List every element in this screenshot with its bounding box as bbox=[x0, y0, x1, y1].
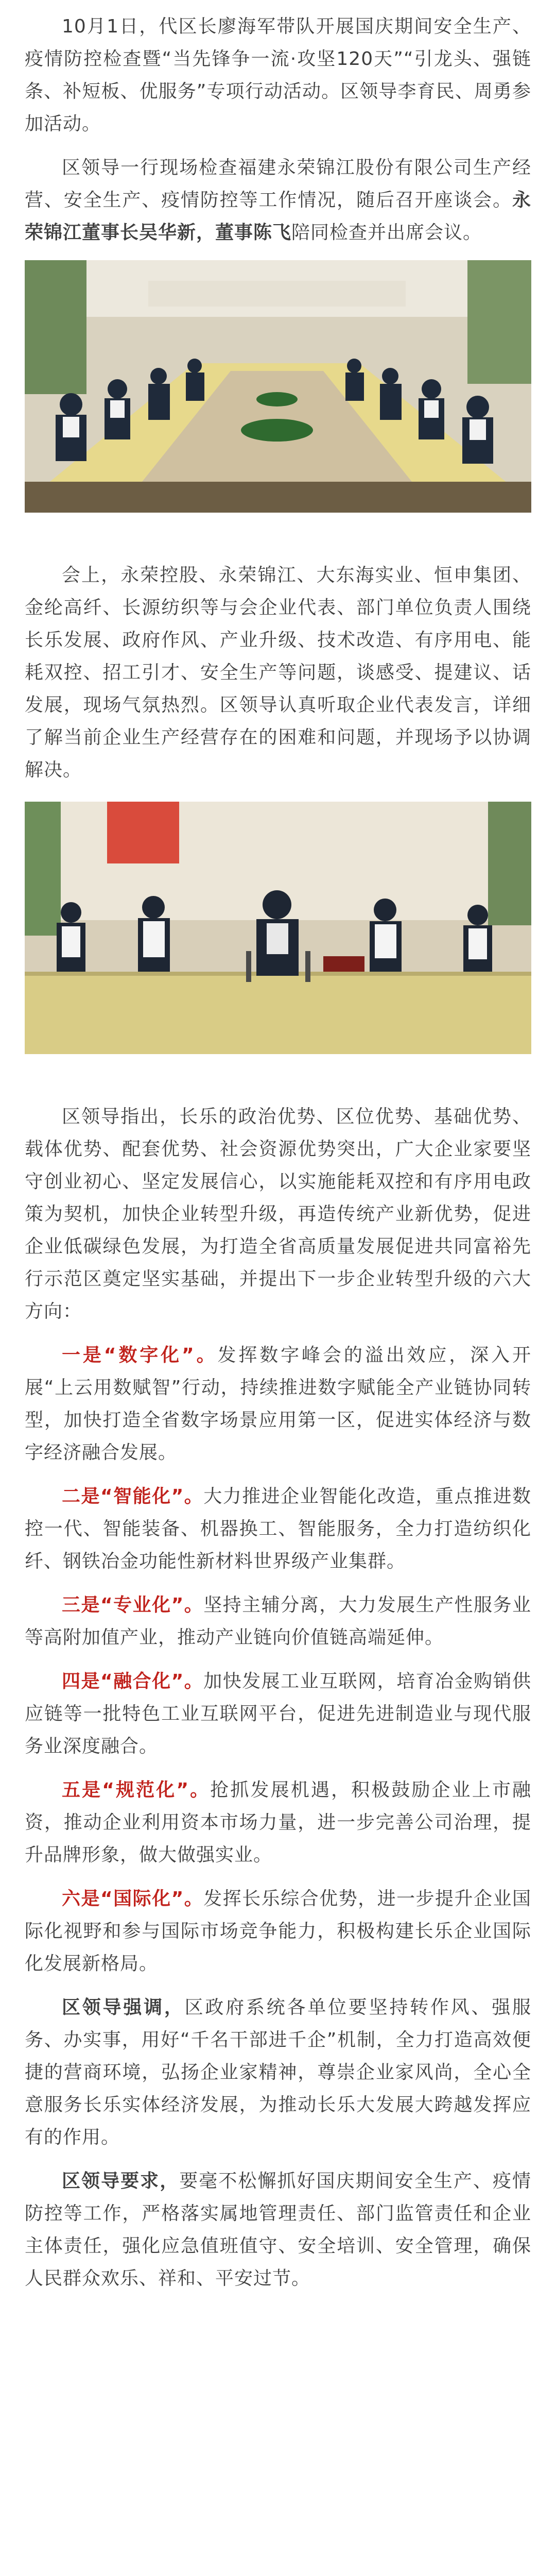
intro-text: 10月1日，代区长廖海军带队开展国庆期间安全生产、疫情防控检查暨“当先锋争一流·攻坚120天”“引龙头、强链条、补短板、优服务”专项行动活动。区领导李育民、周勇参加活动。 bbox=[25, 16, 531, 134]
direction-label: 三是“专业化”。 bbox=[62, 1595, 204, 1616]
directions-intro-text: 区领导指出，长乐的政治优势、区位优势、基础优势、载体优势、配套优势、社会资源优势突出，广大企业家要坚守创业初心、坚定发展信心，以实施能耗双控和有序用电政策为契机，加快企业转型升级，再造传统产业新优势，促进企业低碳绿色发展，为打造全省高质量发展促进共同富裕先行示范区奠定坚实基础，并提出下一步企业转型升级的六大方向： bbox=[25, 1106, 531, 1322]
direction-text: 抢抓发展机遇，积极鼓励企业上市融资，推动企业利用资本市场力量，进一步完善公司治理，提升品牌形象，做大做强实业。 bbox=[25, 1780, 531, 1866]
meeting-photo-2-image bbox=[25, 802, 531, 1054]
directions-intro-paragraph bbox=[25, 1100, 531, 1328]
direction-label: 六是“国际化”。 bbox=[62, 1888, 204, 1909]
direction-text: 发挥长乐综合优势，进一步提升企业国际化视野和参与国际市场竞争能力，积极构建长乐企业国际化发展新格局。 bbox=[25, 1888, 531, 1974]
direction-text: 加快发展工业互联网，培育冶金购销供应链等一批特色工业互联网平台，促进先进制造业与现代服务业深度融合。 bbox=[25, 1671, 531, 1757]
requirement-label: 区领导要求， bbox=[62, 2171, 180, 2192]
forum-text: 会上，永荣控股、永荣锦江、大东海实业、恒申集团、金纶高纤、长源纺织等与会企业代表、部门单位负责人围绕长乐发展、政府作风、产业升级、技术改造、有序用电、能耗双控、招工引才、安全生产等问题，谈感受、提建议、话发展，现场气氛热烈。区领导认真听取企业代表发言，详细了解当前企业生产经营存在的困难和问题，并现场予以协调解决。 bbox=[25, 565, 531, 781]
direction-label: 二是“智能化”。 bbox=[62, 1486, 204, 1507]
direction-item bbox=[25, 1589, 531, 1654]
direction-text: 坚持主辅分离，大力发展生产性服务业等高附加值产业，推动产业链向价值链高端延伸。 bbox=[25, 1595, 531, 1648]
inspection-paragraph bbox=[25, 151, 531, 249]
emphasis-paragraph bbox=[25, 1991, 531, 2154]
emphasis-label: 区领导强调， bbox=[62, 1997, 185, 2018]
direction-item bbox=[25, 1774, 531, 1871]
direction-item bbox=[25, 1665, 531, 1762]
inspection-tail: 陪同检查并出席会议。 bbox=[291, 222, 482, 243]
inspection-text: 区领导一行现场检查福建永荣锦江股份有限公司生产经营、安全生产、疫情防控等工作情况，随后召开座谈会。 bbox=[25, 157, 531, 211]
direction-text: 发挥数字峰会的溢出效应，深入开展“上云用数赋智”行动，持续推进数字赋能全产业链协同转型，加快打造全省数字场景应用第一区，促进实体经济与数字经济融合发展。 bbox=[25, 1345, 531, 1463]
meeting-photo-1 bbox=[25, 260, 531, 513]
requirement-text: 要毫不松懈抓好国庆期间安全生产、疫情防控等工作，严格落实属地管理责任、部门监管责任和企业主体责任，强化应急值班值守、安全培训、安全管理，确保人民群众欢乐、祥和、平安过节。 bbox=[25, 2171, 531, 2289]
direction-label: 四是“融合化”。 bbox=[62, 1671, 204, 1692]
direction-item bbox=[25, 1480, 531, 1578]
direction-text: 大力推进企业智能化改造，重点推进数控一代、智能装备、机器换工、智能服务，全力打造纺织化纤、钢铁冶金功能性新材料世界级产业集群。 bbox=[25, 1486, 531, 1572]
intro-paragraph bbox=[25, 10, 531, 140]
direction-label: 五是“规范化”。 bbox=[62, 1780, 211, 1801]
direction-item bbox=[25, 1883, 531, 1980]
forum-paragraph bbox=[25, 559, 531, 786]
requirement-paragraph bbox=[25, 2165, 531, 2295]
direction-label: 一是“数字化”。 bbox=[62, 1345, 218, 1366]
company-leaders: 永荣锦江董事长吴华新，董事陈飞 bbox=[25, 190, 531, 243]
meeting-photo-1-image bbox=[25, 260, 531, 513]
meeting-photo-2 bbox=[25, 802, 531, 1054]
emphasis-text: 区政府系统各单位要坚持转作风、强服务、办实事，用好“千名干部进千企”机制，全力打造高效便捷的营商环境，弘扬企业家精神，尊崇企业家风尚，全心全意服务长乐实体经济发展，为推动长乐大发展大跨越发挥应有的作用。 bbox=[25, 1997, 531, 2148]
direction-item bbox=[25, 1339, 531, 1469]
